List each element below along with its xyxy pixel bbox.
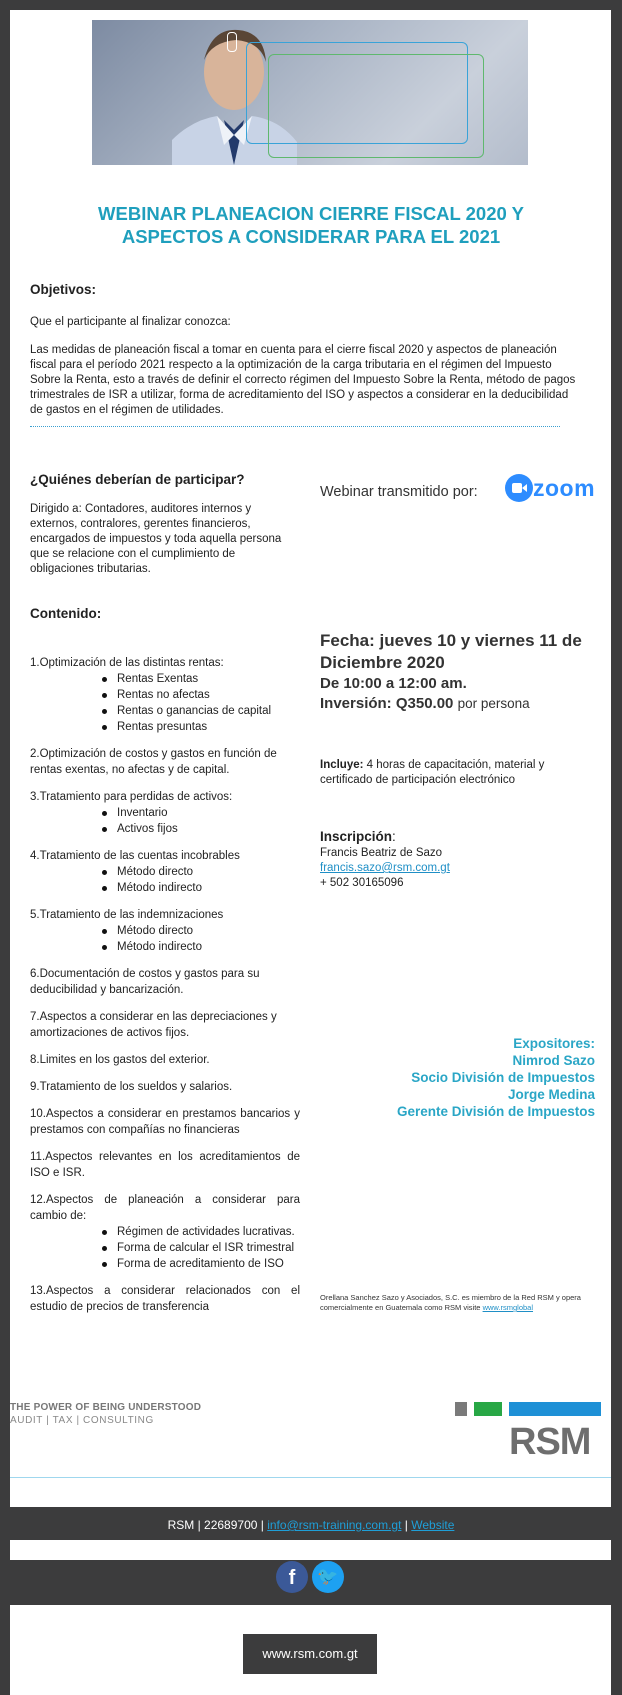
objetivos-intro: Que el participante al finalizar conozca: <box>30 316 231 328</box>
event-price <box>320 694 530 713</box>
rsmglobal-link[interactable]: www.rsmglobal <box>482 1303 534 1312</box>
list-item <box>30 1192 300 1272</box>
inscripcion-colon: : <box>392 829 396 844</box>
inscripcion-label: Inscripción <box>320 829 393 844</box>
logo-block <box>509 1402 601 1416</box>
list-item-text: 6.Documentación de costos y gastos para su deducibilidad y bancarización. <box>30 968 260 996</box>
quienes-body: Dirigido a: Contadores, auditores internos y externos, contralores, gerentes financieros, encargados de impuestos y toda aquella persona que se relacione con el cumplimiento de obligaciones tributarias. <box>30 503 282 575</box>
list-item <box>30 655 300 735</box>
sub-list <box>100 864 300 896</box>
divider <box>30 426 560 427</box>
legal-note <box>320 1293 595 1313</box>
list-item <box>30 789 300 837</box>
list-item <box>30 966 300 998</box>
price-label: Inversión: Q350.00 <box>320 695 454 712</box>
expositor-line: Jorge Medina <box>507 1087 595 1102</box>
expositor-line: Gerente División de Impuestos <box>396 1104 595 1119</box>
sub-item: Rentas no afectas <box>100 687 300 703</box>
sub-item: Inventario <box>100 805 300 821</box>
website-button[interactable]: www.rsm.com.gt <box>243 1634 377 1674</box>
website-link[interactable]: Website <box>411 1518 455 1532</box>
footer-separator: | <box>404 1518 408 1532</box>
contact-name: Francis Beatriz de Sazo <box>320 847 443 859</box>
email-body <box>10 10 611 1507</box>
sub-item: Método indirecto <box>100 939 300 955</box>
list-item-text: 5.Tratamiento de las indemnizaciones <box>30 909 224 921</box>
logo-block <box>455 1402 467 1416</box>
list-item <box>30 1106 300 1138</box>
webinar-label: Webinar transmitido por: <box>320 484 478 500</box>
list-item-text: 1.Optimización de las distintas rentas: <box>30 657 224 669</box>
list-item-text: 9.Tratamiento de los sueldos y salarios. <box>30 1081 233 1093</box>
quienes-heading: ¿Quiénes deberían de participar? <box>30 472 245 487</box>
zoom-logo <box>505 474 595 502</box>
expositor-line: Socio División de Impuestos <box>411 1070 595 1085</box>
list-item <box>30 1283 300 1315</box>
page-title <box>30 202 592 248</box>
contenido-heading: Contenido: <box>30 606 102 621</box>
includes-text: 4 horas de capacitación, material y certificado de participación electrónico <box>320 759 545 786</box>
list-item <box>30 907 300 955</box>
list-item-text: 12.Aspectos de planeación a considerar para cambio de: <box>30 1194 300 1222</box>
facebook-icon[interactable]: f <box>276 1561 308 1593</box>
sub-item: Activos fijos <box>100 821 300 837</box>
video-camera-icon <box>505 474 533 502</box>
twitter-icon[interactable]: 🐦 <box>312 1561 344 1593</box>
list-item-text: 7.Aspectos a considerar en las depreciaciones y amortizaciones de activos fijos. <box>30 1011 277 1039</box>
sub-item: Rentas presuntas <box>100 719 300 735</box>
sub-item: Método directo <box>100 923 300 939</box>
contact-phone: + 502 30165096 <box>320 877 404 889</box>
list-item <box>30 1079 300 1095</box>
sub-item: Método directo <box>100 864 300 880</box>
footer-contact <box>0 1518 622 1532</box>
contenido-list <box>30 655 300 1326</box>
list-item-text: 4.Tratamiento de las cuentas incobrables <box>30 850 240 862</box>
decor-frame <box>227 32 237 52</box>
expositores <box>310 1035 595 1120</box>
list-item-text: 11.Aspectos relevantes en los acreditamientos de ISO e ISR. <box>30 1151 300 1179</box>
zoom-wordmark: zoom <box>533 475 596 501</box>
rsm-logo <box>455 1402 611 1472</box>
sub-list <box>100 671 300 735</box>
title-line: WEBINAR PLANEACION CIERRE FISCAL 2020 Y <box>98 203 524 224</box>
decor-frame <box>268 54 484 158</box>
sub-item: Régimen de actividades lucrativas. <box>100 1224 300 1240</box>
list-item <box>30 1149 300 1181</box>
footer-email-link[interactable]: info@rsm-training.com.gt <box>267 1518 402 1532</box>
brand-tagline: THE POWER OF BEING UNDERSTOOD <box>10 1402 202 1413</box>
footer-divider <box>10 1477 611 1478</box>
footer-company: RSM | 22689700 | <box>167 1518 264 1532</box>
sub-item: Forma de acreditamiento de ISO <box>100 1256 300 1272</box>
list-item-text: 10.Aspectos a considerar en prestamos bancarios y prestamos con compañías no financieras <box>30 1108 300 1136</box>
brand-services: AUDIT | TAX | CONSULTING <box>10 1415 154 1426</box>
event-time: De 10:00 a 12:00 am. <box>320 675 467 692</box>
list-item-text: 2.Optimización de costos y gastos en función de rentas exentas, no afectas y de capital. <box>30 748 277 776</box>
includes-label: Incluye: <box>320 759 364 771</box>
objetivos-body: Las medidas de planeación fiscal a tomar en cuenta para el cierre fiscal 2020 y aspectos de planeación fiscal para el período 2021 respecto a la optimización de la carga tributaria en el régimen del Impuesto Sobre la Renta, esto a través de definir el correcto régimen del Impuesto Sobre la Renta, método de pagos trimestrales de ISR a utilizar, forma de acreditamiento del ISO y aspectos a considerar en la deducibilidad de gastos en el régimen de utilidades. <box>30 344 576 416</box>
list-item <box>30 746 300 778</box>
logo-wordmark: RSM <box>509 1421 591 1463</box>
sub-item: Rentas o ganancias de capital <box>100 703 300 719</box>
sub-item: Método indirecto <box>100 880 300 896</box>
list-item-text: 8.Limites en los gastos del exterior. <box>30 1054 210 1066</box>
event-includes <box>320 758 595 788</box>
sub-item: Rentas Exentas <box>100 671 300 687</box>
contact-email-link[interactable]: francis.sazo@rsm.com.gt <box>320 862 450 874</box>
spacer-strip <box>10 1540 611 1560</box>
list-item <box>30 1009 300 1041</box>
inscripcion-heading <box>320 829 396 844</box>
list-item-text: 3.Tratamiento para perdidas de activos: <box>30 791 233 803</box>
event-date: Fecha: jueves 10 y viernes 11 de Diciembre 2020 <box>320 631 582 672</box>
sub-item: Forma de calcular el ISR trimestral <box>100 1240 300 1256</box>
price-suffix: por persona <box>457 696 530 711</box>
list-item <box>30 1052 300 1068</box>
logo-block <box>474 1402 502 1416</box>
list-item-text: 13.Aspectos a considerar relacionados con el estudio de precios de transferencia <box>30 1285 300 1313</box>
expositores-heading: Expositores: <box>513 1036 595 1051</box>
list-item <box>30 848 300 896</box>
sub-list <box>100 923 300 955</box>
legal-note-text: Orellana Sanchez Sazo y Asociados, S.C. es miembro de la Red RSM y opera comercialmente en Guatemala como RSM visite <box>320 1293 581 1312</box>
expositor-line: Nimrod Sazo <box>512 1053 595 1068</box>
objetivos-heading: Objetivos: <box>30 282 97 297</box>
hero-banner <box>92 20 528 165</box>
title-line: ASPECTOS A CONSIDERAR PARA EL 2021 <box>121 226 501 247</box>
sub-list <box>100 1224 300 1272</box>
sub-list <box>100 805 300 837</box>
